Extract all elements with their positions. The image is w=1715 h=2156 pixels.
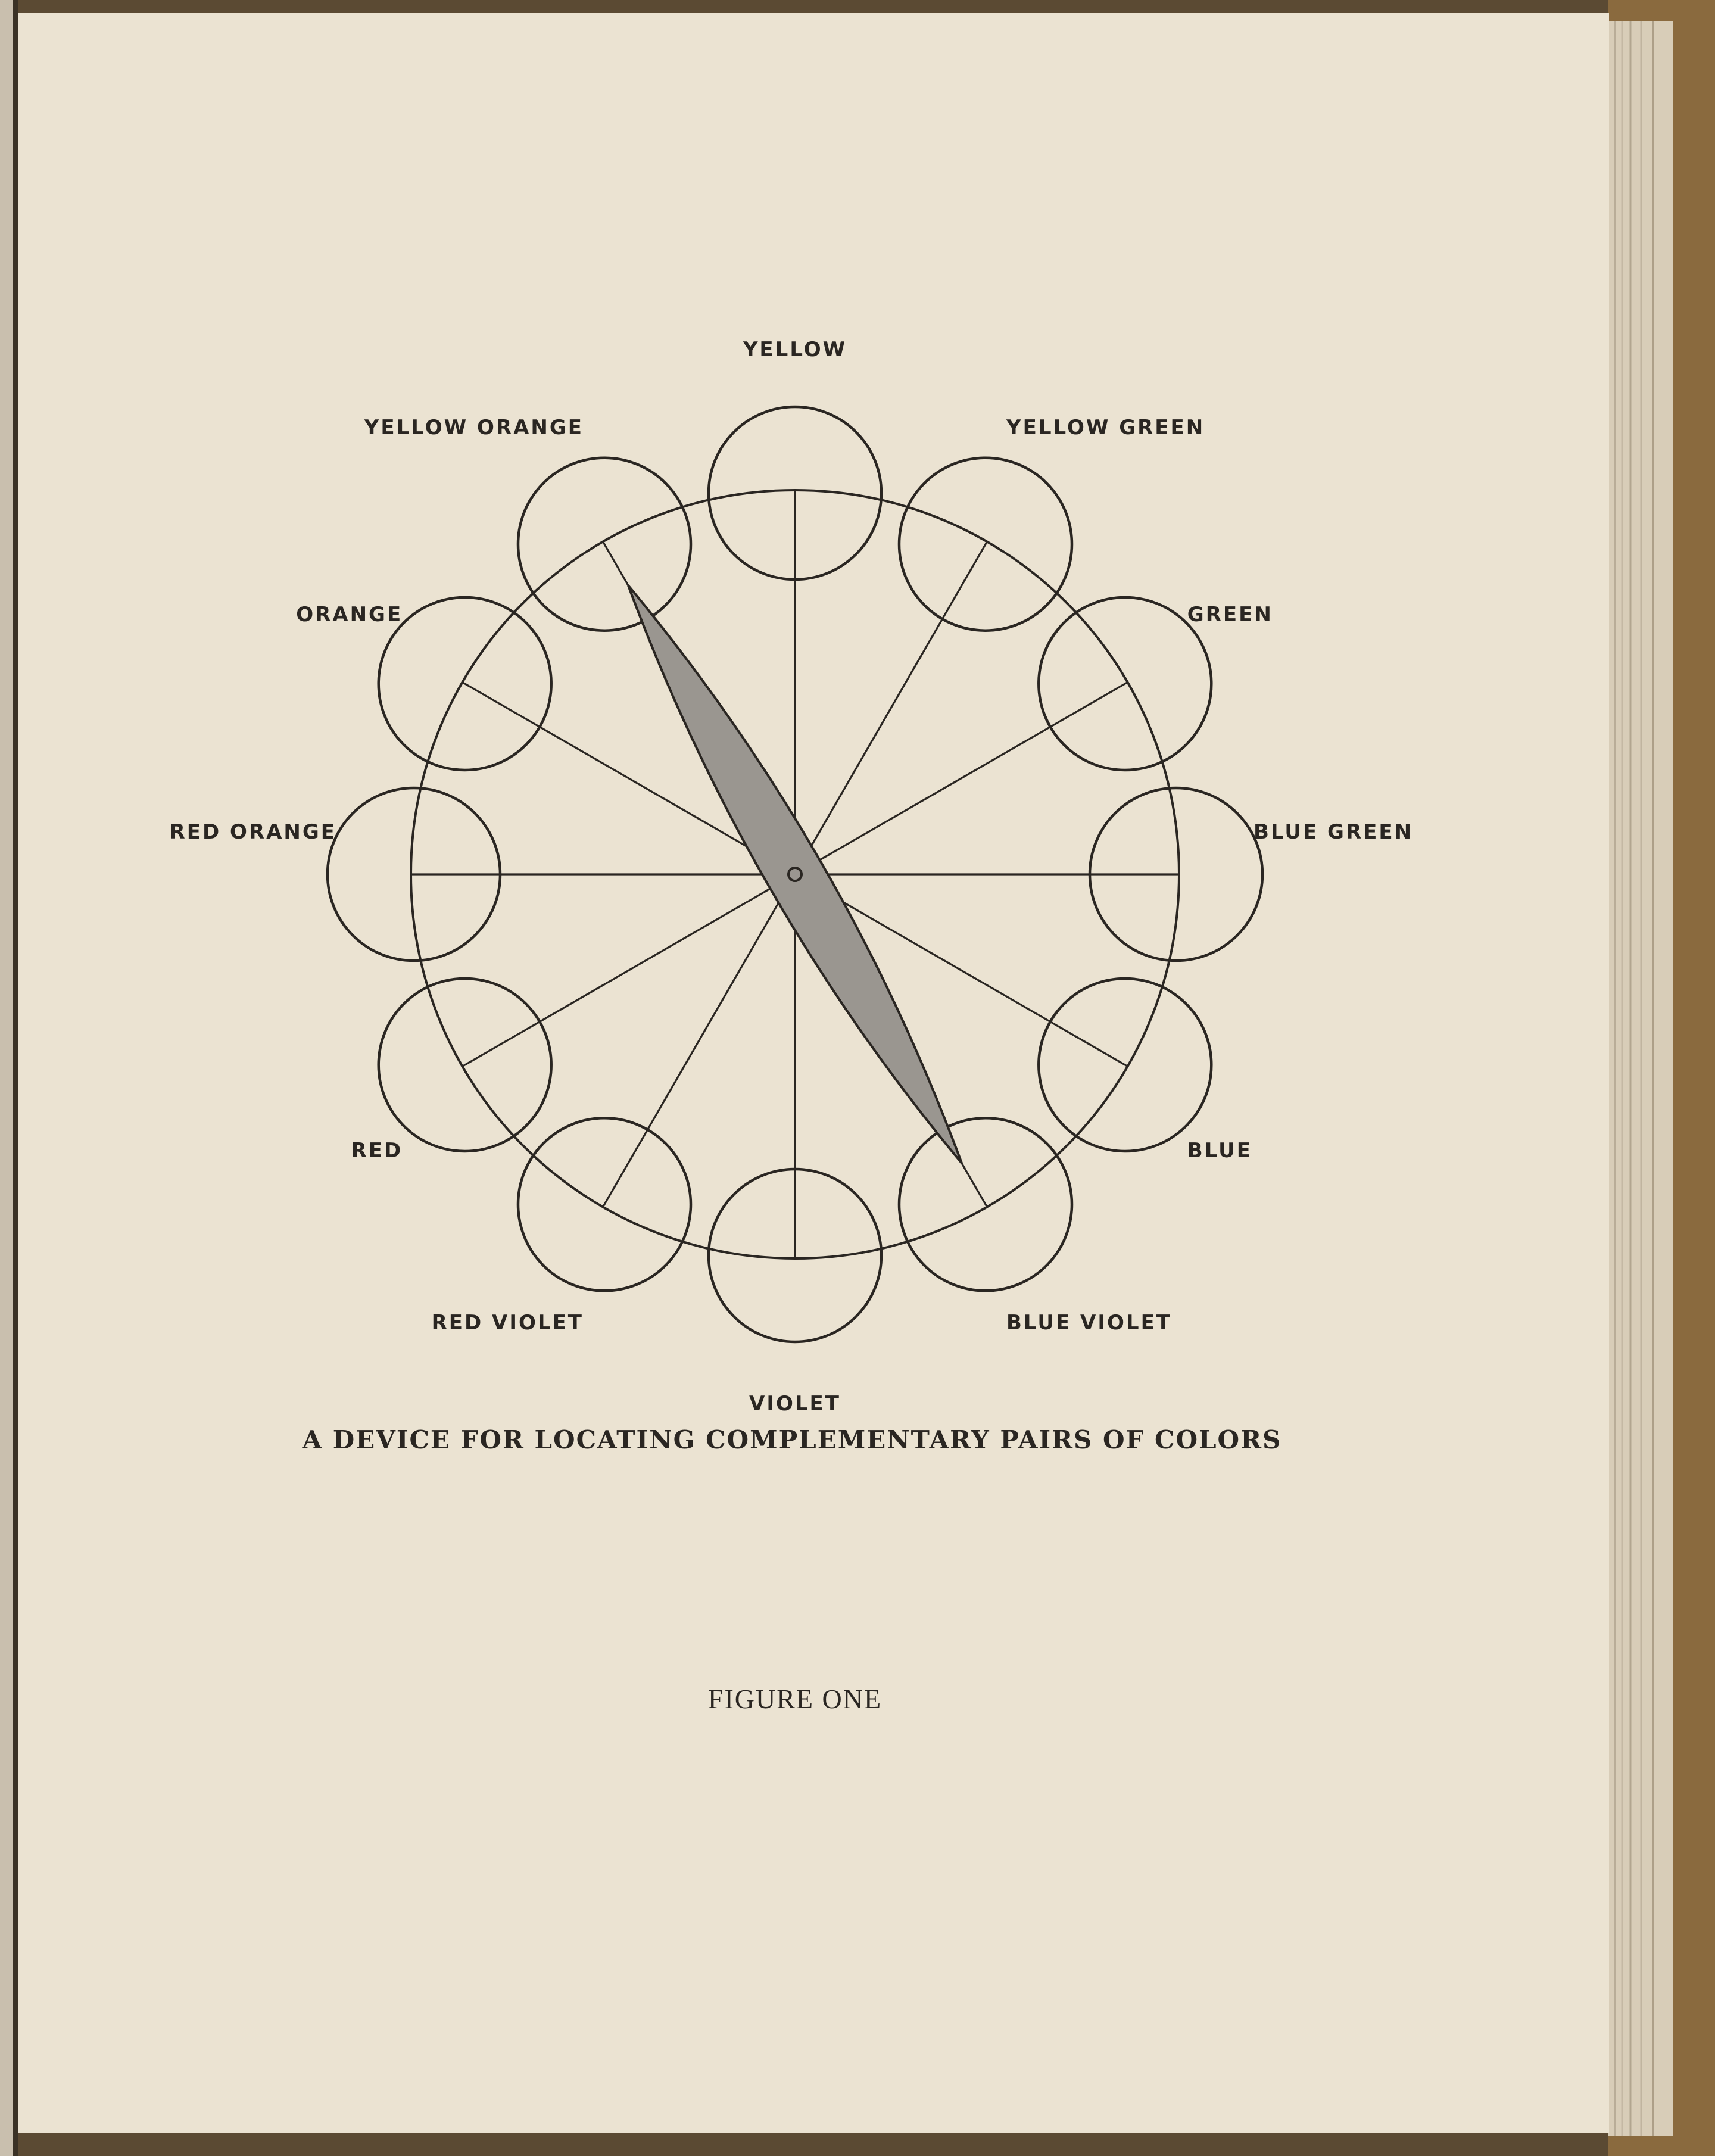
label-red-orange: RED ORANGE [169,820,336,844]
label-blue-violet: BLUE VIOLET [1006,1310,1172,1335]
label-blue: BLUE [1187,1139,1253,1163]
label-yellow-orange: YELLOW ORANGE [364,416,584,440]
gutter [13,0,18,2156]
label-blue-green: BLUE GREEN [1253,820,1414,844]
label-green: GREEN [1187,603,1273,627]
page [18,13,1609,2133]
diagram-caption: A DEVICE FOR LOCATING COMPLEMENTARY PAIRS OF COLORS [302,1425,1282,1454]
figure-label: FIGURE ONE [707,1684,883,1714]
pivot-icon [788,868,802,881]
label-red-violet: RED VIOLET [431,1310,584,1335]
label-violet: VIOLET [749,1392,841,1416]
label-yellow-green: YELLOW GREEN [1006,416,1205,440]
label-red: RED [351,1139,403,1163]
label-yellow: YELLOW [743,338,847,362]
label-orange: ORANGE [296,603,403,627]
left-page-edge [0,0,13,2156]
